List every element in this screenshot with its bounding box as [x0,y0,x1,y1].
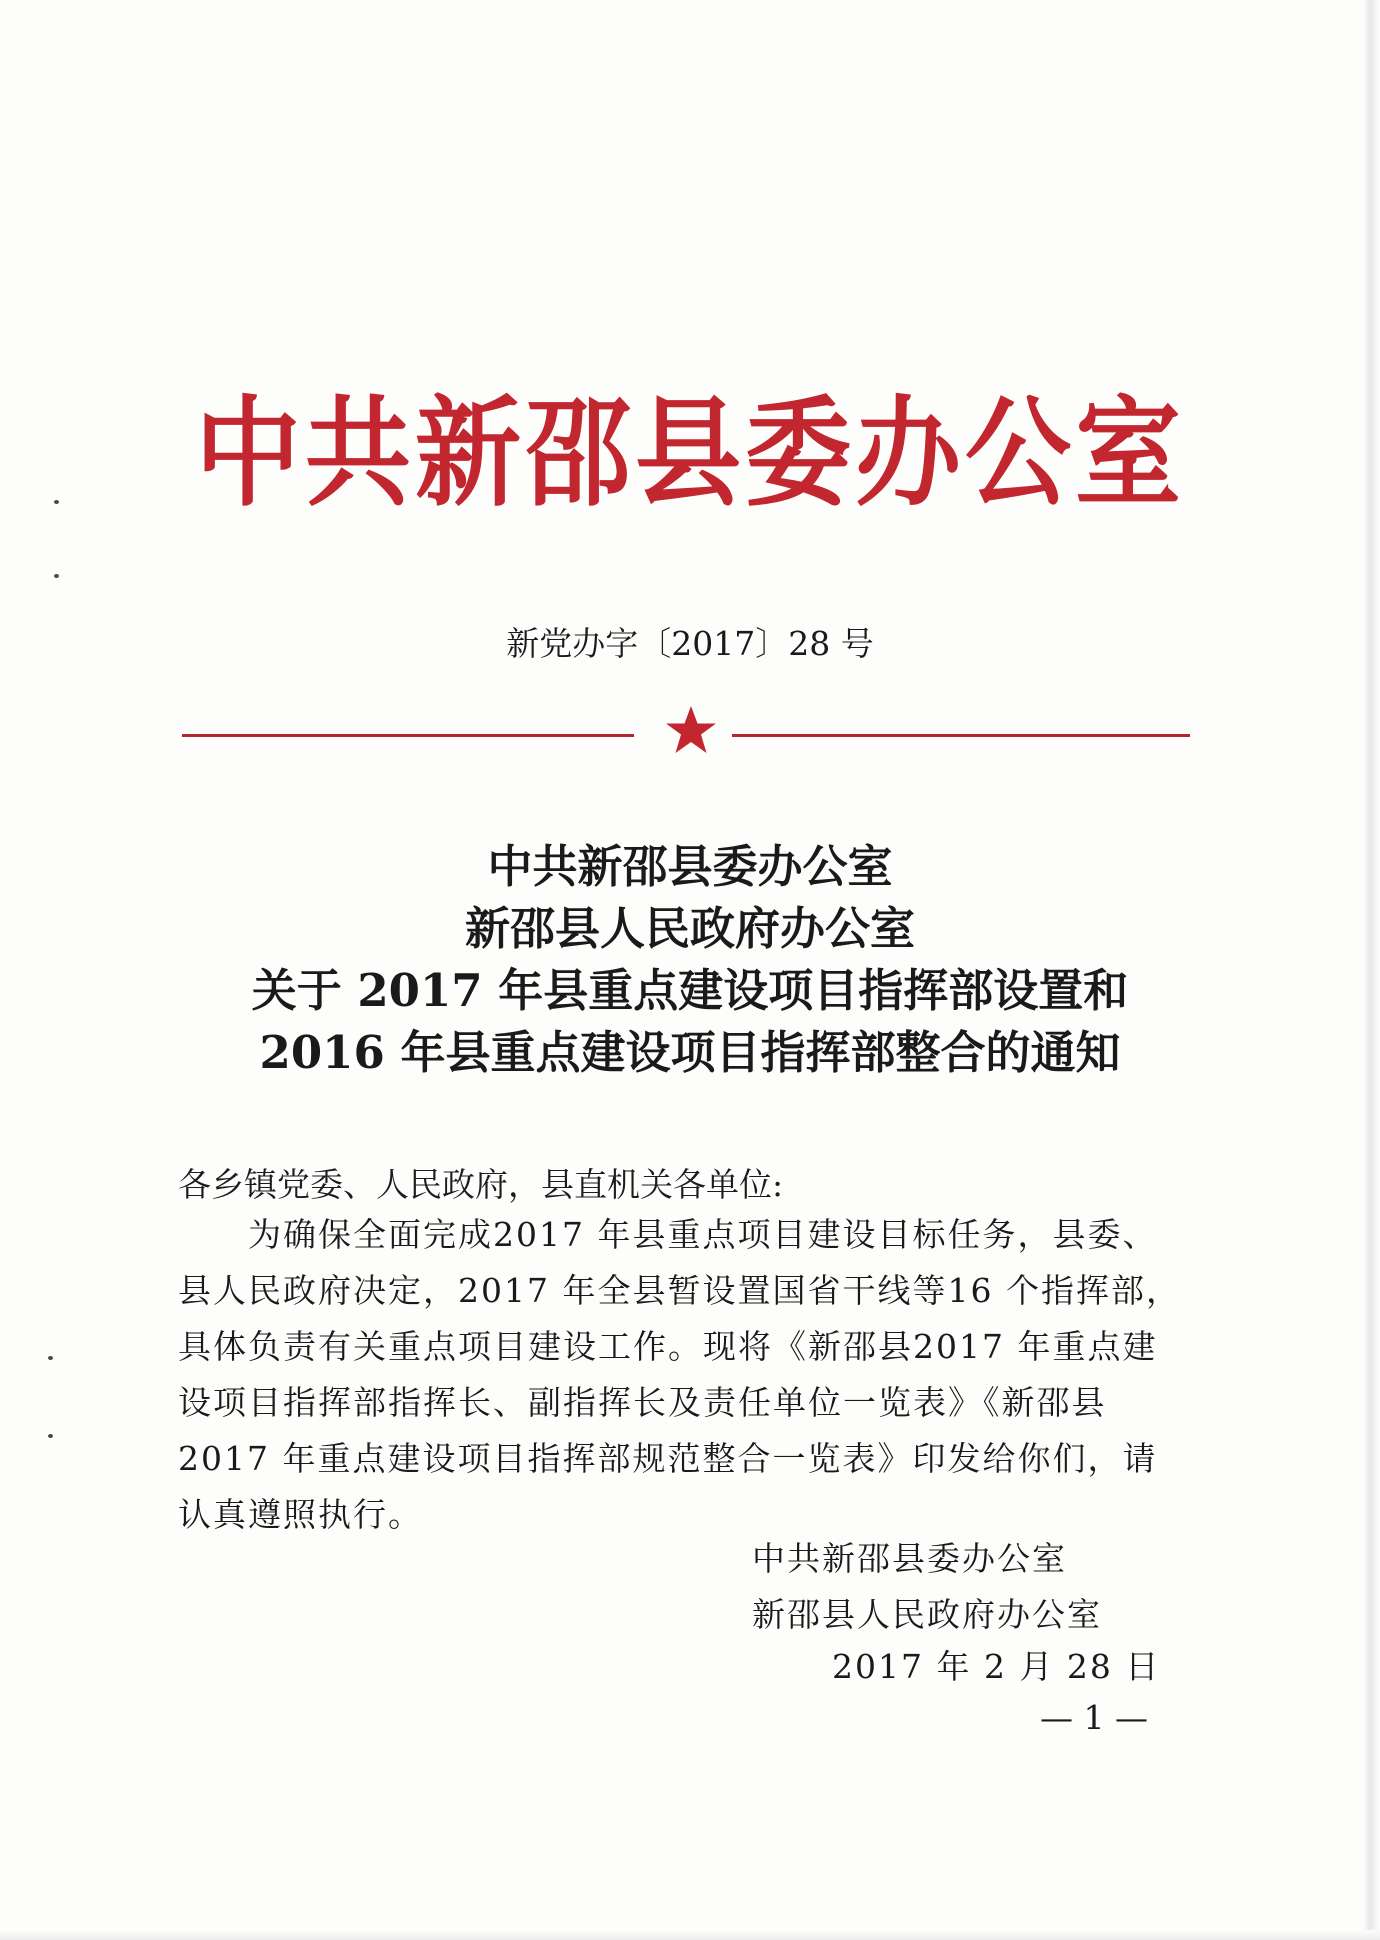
title-line: 中共新邵县委办公室 [487,840,893,893]
document-number: 新党办字〔2017〕28 号 [506,624,874,663]
scan-speck [48,1356,53,1360]
red-rule-left [182,734,634,737]
red-star-icon [664,704,718,756]
title-line: 新邵县人民政府办公室 [464,902,915,955]
body-line: 县人民政府决定，2017 年全县暂设置国省干线等16 个指挥部， [178,1271,1181,1310]
red-rule-right [732,734,1190,737]
scan-speck [48,1434,53,1438]
body-line: 为确保全面完成2017 年县重点项目建设目标任务，县委、 [178,1215,1158,1254]
signature-org-1: 中共新邵县委办公室 [752,1539,1067,1578]
page-number: — 1 — [1040,1698,1148,1737]
body-line: 设项目指挥部指挥长、副指挥长及责任单位一览表》《新邵县 [178,1383,1107,1422]
title-line: 2016 年县重点建设项目指挥部整合的通知 [259,1026,1121,1079]
body-line: 2017 年重点建设项目指挥部规范整合一览表》印发给你们，请 [178,1439,1158,1478]
body-line: 认真遵照执行。 [178,1495,423,1534]
salutation: 各乡镇党委、人民政府，县直机关各单位: [178,1165,784,1204]
title-line: 关于 2017 年县重点建设项目指挥部设置和 [251,964,1129,1017]
scan-speck [54,574,59,578]
signature-org-2: 新邵县人民政府办公室 [752,1595,1102,1634]
signature-date: 2017 年 2 月 28 日 [832,1647,1161,1686]
notice-title [0,836,1380,1084]
body-line: 具体负责有关重点项目建设工作。现将《新邵县2017 年重点建 [178,1327,1158,1366]
page-edge-bottom [0,1930,1380,1940]
masthead-title: 中共新邵县委办公室 [195,382,1185,523]
